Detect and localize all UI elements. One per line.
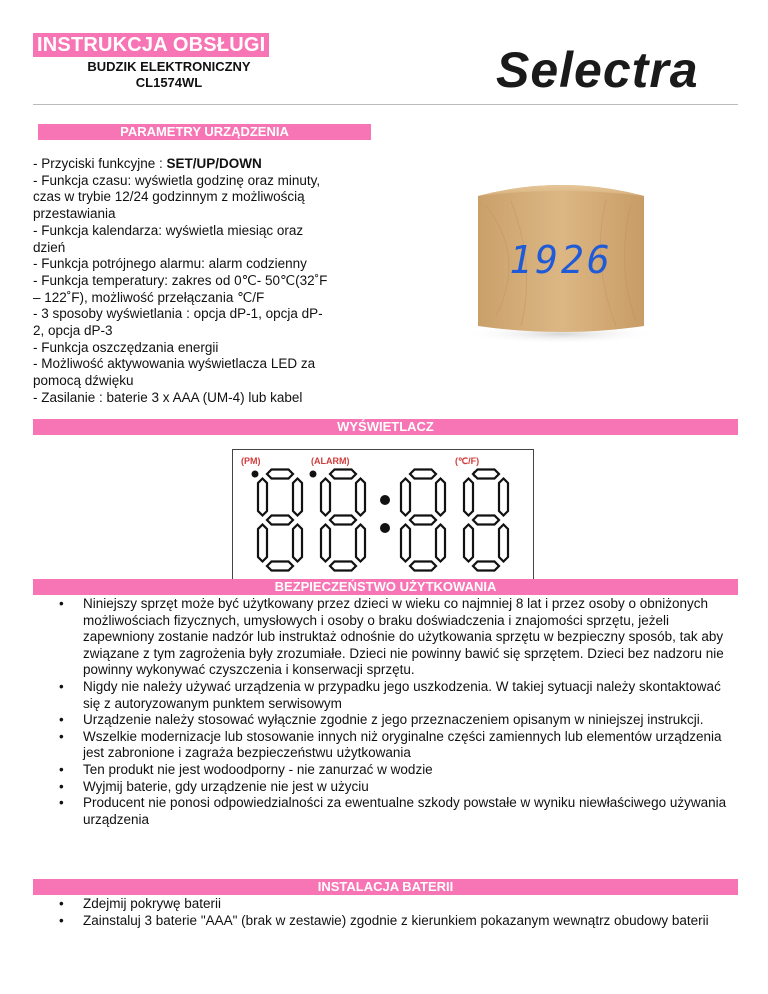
safety-item: • Producent nie ponosi odpowiedzialności za ewentualne szkody powstałe w wyniku niewłaściwego używania urządzenia: [59, 795, 727, 827]
logo-wordmark: Selectra: [496, 42, 699, 98]
digit-segment: [293, 479, 302, 516]
params-line: - Funkcja oszczędzania energii: [33, 339, 219, 355]
params-line: - Zasilanie : baterie 3 x AAA (UM-4) lub kabel: [33, 389, 303, 405]
params-line: dzień: [33, 239, 66, 255]
bullet-icon: •: [59, 678, 64, 694]
safety-item: • Wszelkie modernizacje lub stosowanie innych niż oryginalne części zamiennych lub elementów urządzenia jest zabronione i zagraża bezpieczeństwu użytkowania: [59, 728, 722, 761]
display-diagram: [232, 449, 534, 583]
params-line: - Funkcja potrójnego alarmu: alarm codzienny: [33, 256, 307, 272]
digit-segment: [436, 479, 445, 516]
digit-segment: [401, 479, 410, 516]
digit-segment: [464, 479, 473, 516]
params-line: – 122˚F), możliwość przełączania ℃/F: [33, 289, 265, 305]
params-line: - Funkcja kalendarza: wyświetla miesiąc oraz: [33, 222, 304, 238]
params-list: [33, 156, 383, 407]
safety-item: • Niniejszy sprzęt może być użytkowany przez dzieci w wieku co najmniej 8 lat i przez osoby o obniżonych możliwościach fizycznych, umysłowych i osoby o braku doświadczenia i znajomości sprzętu, jeżeli zapewniony zostanie nadzór lub instruktaż odnośnie do użytkowania sprzętu w bezpieczny sposób, tak aby związane z tym zagrożenia były zrozumiałe. Dzieci nie powinny bawić się sprzętem. Dzieci bez nadzoru nie powinny wykonywać czyszczenia i konserwacji sprzętu.: [59, 596, 724, 678]
params-line: - Funkcja temperatury: zakres od 0℃- 50℃(32˚F: [33, 272, 328, 288]
digit-segment: [473, 562, 499, 571]
digit-segment: [473, 516, 499, 525]
bullet-icon: •: [59, 596, 64, 611]
alarm-led-dot: [310, 471, 317, 478]
section-bar-display: WYŚWIETLACZ: [33, 419, 738, 435]
clock-led-digits: 1926: [509, 238, 613, 282]
colon-dot-bottom: [380, 523, 390, 533]
digit-segment: [499, 479, 508, 516]
bullet-icon: •: [59, 778, 64, 794]
battery-item: • Zdejmij pokrywę baterii: [59, 896, 222, 911]
params-line: przestawiania: [33, 206, 116, 222]
bullet-icon: •: [59, 761, 64, 777]
digit-segment: [258, 525, 267, 562]
params-line: - Możliwość aktywowania wyświetlacza LED za: [33, 356, 316, 372]
digit-segment: [499, 525, 508, 562]
safety-item: • Urządzenie należy stosować wyłącznie zgodnie z jego przeznaczeniem opisanym w niniejszej instrukcji.: [59, 712, 704, 728]
digit-segment: [410, 562, 436, 571]
digit-segment: [473, 470, 499, 479]
digit-segment: [356, 525, 365, 562]
section-bar-params: PARAMETRY URZĄDZENIA: [38, 124, 371, 140]
safety-item: • Nigdy nie należy używać urządzenia w przypadku jego uszkodzenia. W takiej sytuacji należy skontaktować się z autoryzowanym punktem serwisowym: [59, 678, 721, 711]
params-line-buttons: - Przyciski funkcyjne : SET/UP/DOWN: [33, 156, 262, 171]
digit-segment: [410, 516, 436, 525]
product-model: CL1574WL: [135, 75, 203, 90]
digit-segment: [321, 525, 330, 562]
header-divider: [33, 104, 738, 105]
digit-segment: [293, 525, 302, 562]
alarm-indicator-label: (ALARM): [311, 456, 350, 466]
safety-item: • Ten produkt nie jest wodoodporny - nie zanurzać w wodzie: [59, 761, 433, 777]
bullet-icon: •: [59, 712, 64, 728]
digit-segment: [410, 470, 436, 479]
digit-segment: [436, 525, 445, 562]
bullet-icon: •: [59, 728, 64, 744]
document-title: INSTRUKCJA OBSŁUGI: [33, 33, 269, 57]
digit-segment: [356, 479, 365, 516]
seven-segment-digits: [258, 470, 508, 571]
battery-item: • Zainstaluj 3 baterie "AAA" (brak w zestawie) zgodnie z kierunkiem pokazanym wewnątrz obudowy baterii: [59, 912, 709, 928]
safety-section: [33, 596, 738, 828]
params-line: 2, opcja dP-3: [33, 323, 113, 339]
bullet-icon: •: [59, 795, 64, 811]
bullet-icon: •: [59, 896, 64, 911]
bullet-icon: •: [59, 912, 64, 928]
section-bar-safety: BEZPIECZEŃSTWO UŻYTKOWANIA: [33, 579, 738, 595]
product-name: BUDZIK ELEKTRONICZNY: [87, 59, 251, 74]
digit-segment: [330, 470, 356, 479]
unit-indicator-label: (℃/F): [455, 456, 480, 466]
colon-dot-top: [380, 495, 390, 505]
digit-segment: [267, 516, 293, 525]
digit-segment: [267, 470, 293, 479]
clock-product-photo: [466, 166, 656, 346]
params-line: - 3 sposoby wyświetlania : opcja dP-1, opcja dP-: [33, 306, 323, 322]
params-line: - Funkcja czasu: wyświetla godzinę oraz minuty,: [33, 172, 321, 188]
selectra-logo: [492, 40, 722, 100]
pm-indicator-label: (PM): [241, 456, 261, 466]
digit-segment: [464, 525, 473, 562]
digit-segment: [401, 525, 410, 562]
params-line: czas w trybie 12/24 godzinnym z możliwością: [33, 189, 305, 205]
pm-led-dot: [252, 471, 259, 478]
params-line: pomocą dźwięku: [33, 373, 134, 389]
display-diagram-art: [233, 450, 533, 582]
safety-item: • Wyjmij baterie, gdy urządzenie nie jest w użyciu: [59, 778, 369, 794]
digit-segment: [330, 516, 356, 525]
section-bar-battery: INSTALACJA BATERII: [33, 879, 738, 895]
digit-segment: [267, 562, 293, 571]
digit-segment: [258, 479, 267, 516]
battery-section: [33, 896, 738, 929]
digit-segment: [330, 562, 356, 571]
digit-segment: [321, 479, 330, 516]
